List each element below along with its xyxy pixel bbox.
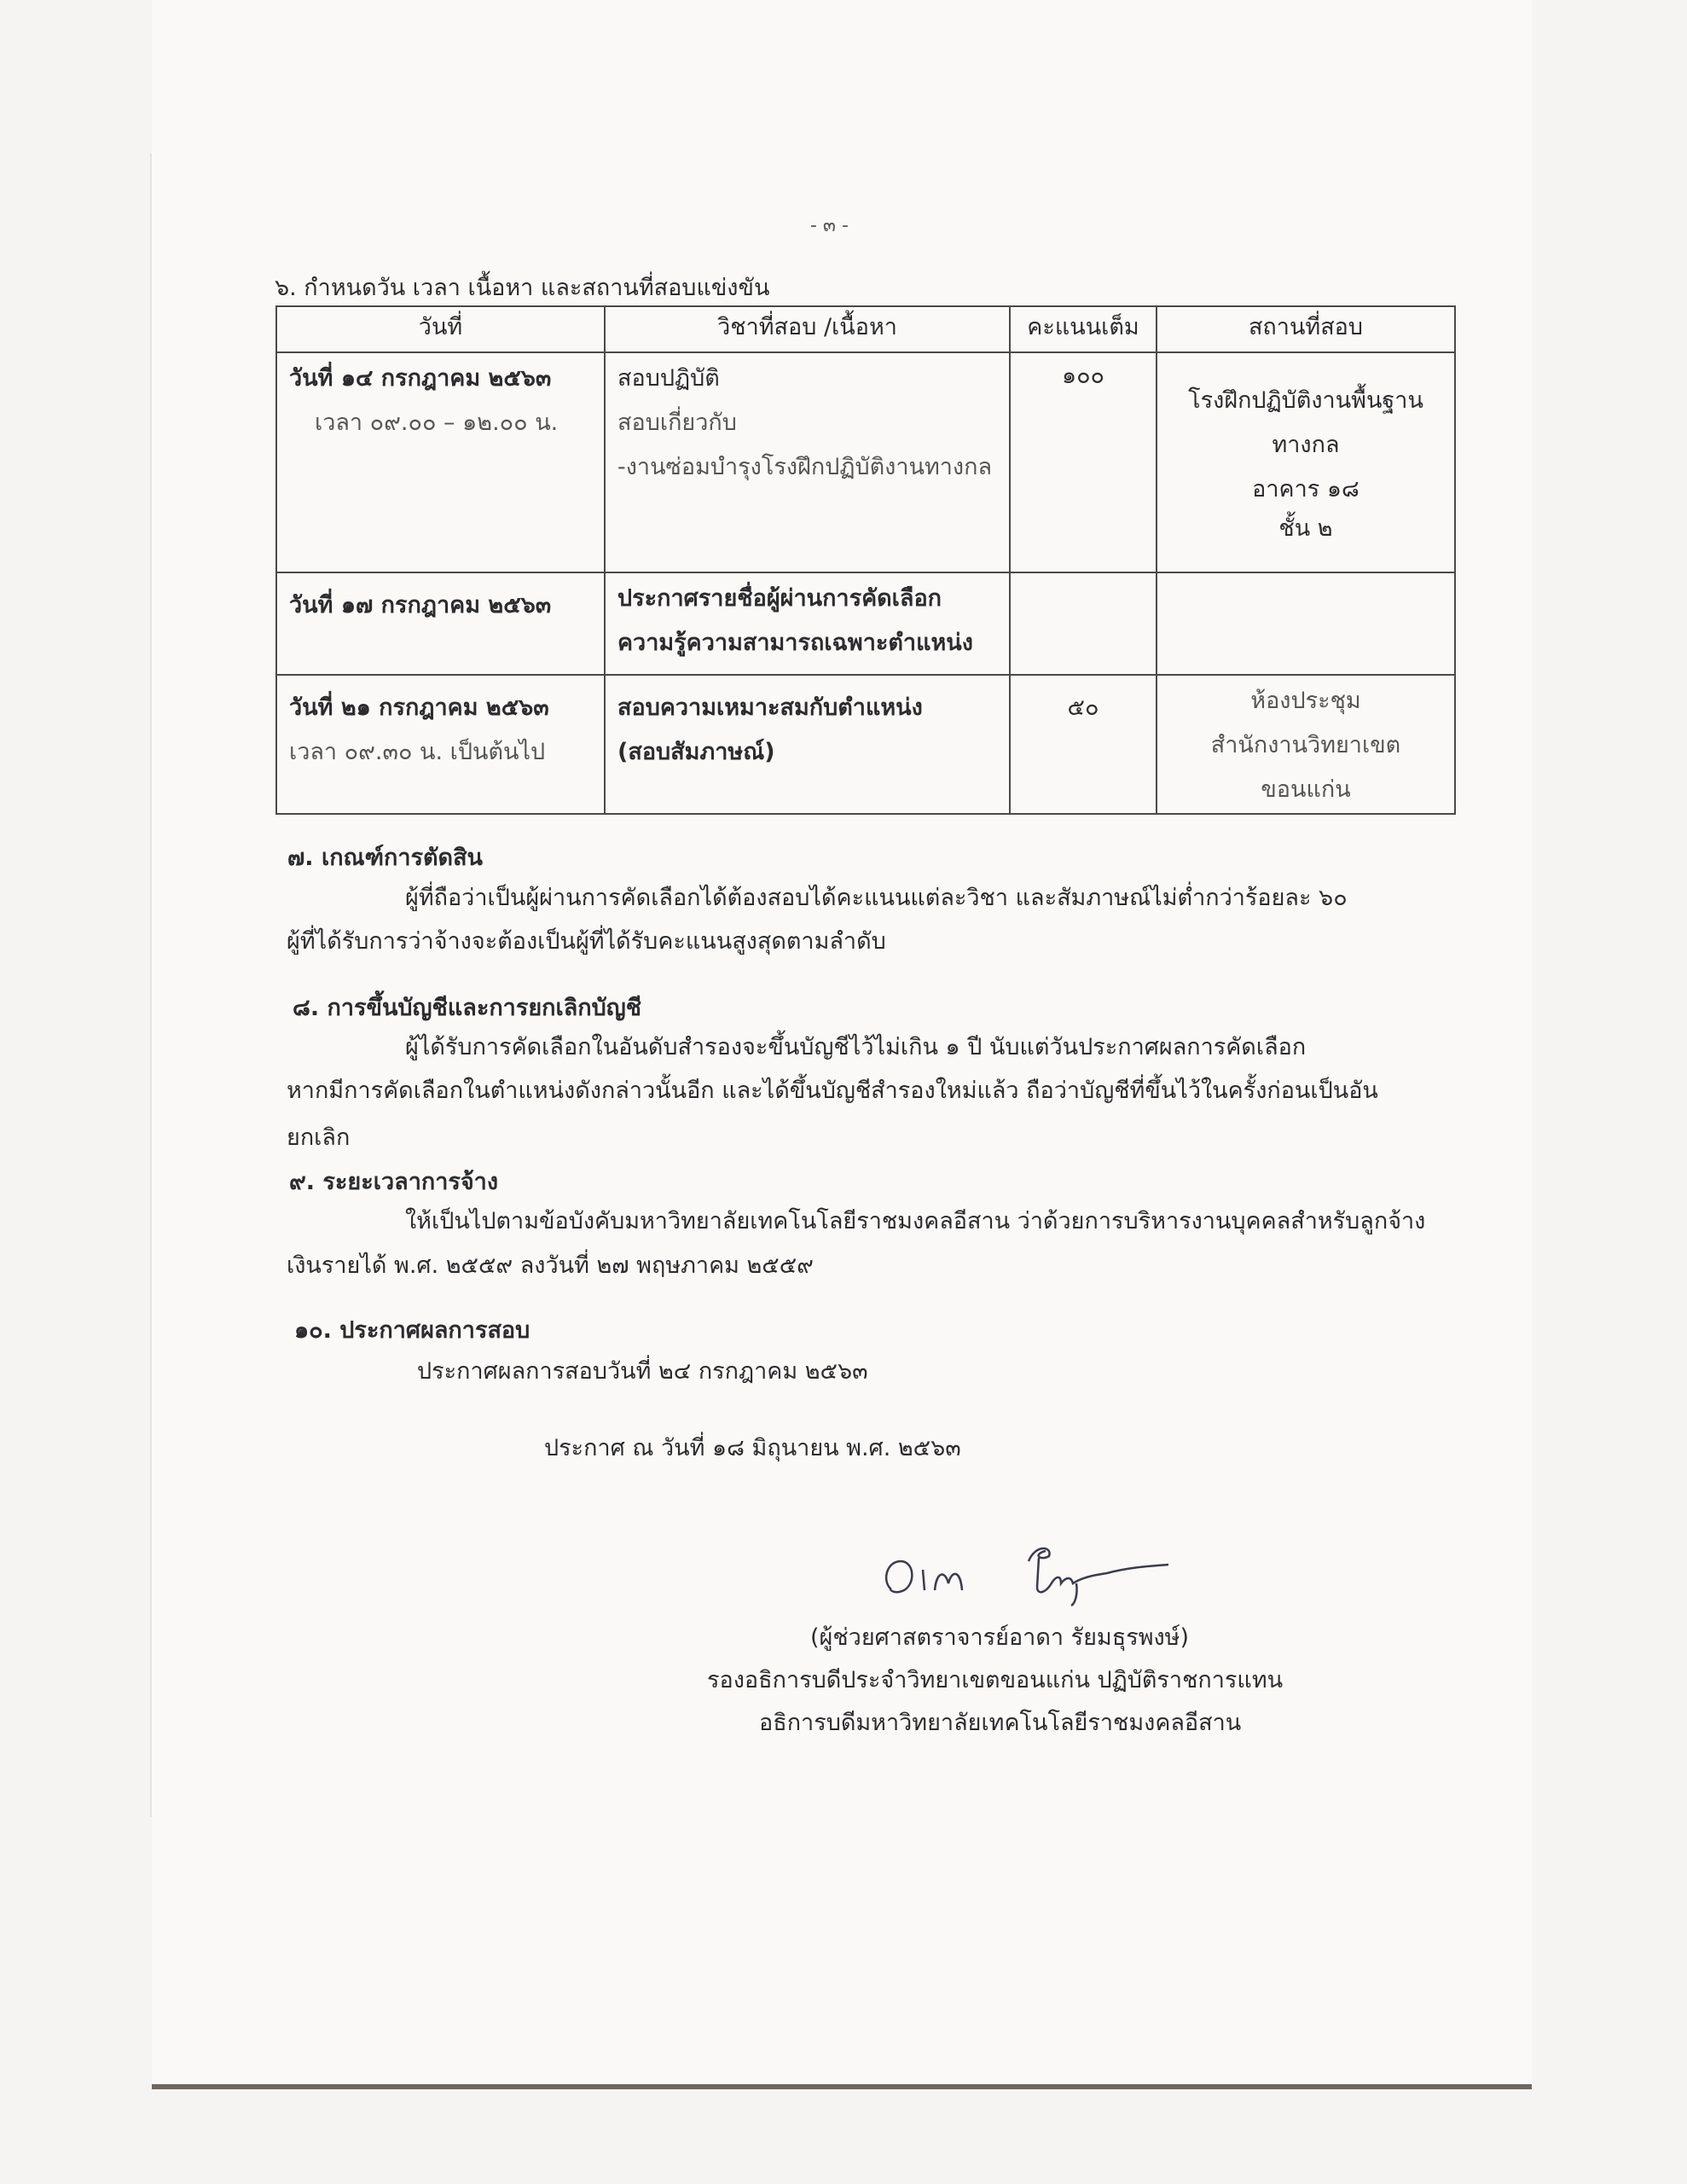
section-9-heading: ๙. ระยะเวลาการจ้าง [289, 1169, 499, 1195]
section-10-line: ประกาศผลการสอบวันที่ ๒๔ กรกฎาคม ๒๕๖๓ [417, 1358, 868, 1385]
place-cell [1157, 572, 1455, 675]
score-cell [1010, 572, 1157, 675]
section-10-heading: ๑๐. ประกาศผลการสอบ [294, 1317, 530, 1344]
date-cell [276, 675, 605, 814]
section-9-line: เงินรายได้ พ.ศ. ๒๕๕๙ ลงวันที่ ๒๗ พฤษภาคม ๒๕๕๙ [287, 1252, 814, 1279]
signatory-title: รองอธิการบดีประจำวิทยาเขตขอนแก่น ปฏิบัติราชการแทน [707, 1667, 1284, 1693]
signatory-title: อธิการบดีมหาวิทยาลัยเทคโนโลยีราชมงคลอีสาน [759, 1710, 1242, 1736]
score-cell [1010, 675, 1157, 814]
exam-date: วันที่ ๑๗ กรกฎาคม ๒๕๖๓ [289, 592, 552, 619]
column-header: คะแนนเต็ม [1010, 306, 1157, 352]
column-header: วิชาที่สอบ /เนื้อหา [605, 306, 1010, 352]
table-row [276, 352, 1455, 572]
column-header: สถานที่สอบ [1157, 306, 1455, 352]
section-8-line: ยกเลิก [287, 1124, 351, 1151]
date-cell [276, 352, 605, 572]
exam-date: วันที่ ๒๑ กรกฎาคม ๒๕๖๓ [289, 694, 549, 721]
place-line: สำนักงานวิทยาเขต [1210, 732, 1401, 758]
subject-cell [605, 352, 1010, 572]
subject-line: -งานซ่อมบำรุงโรงฝึกปฏิบัติงานทางกล [617, 454, 993, 480]
table-row [276, 675, 1455, 814]
section-9-line: ให้เป็นไปตามข้อบังคับมหาวิทยาลัยเทคโนโลยีราชมงคลอีสาน ว่าด้วยการบริหารงานบุคคลสำหรับลูกจ้าง [405, 1208, 1426, 1234]
place-cell [1157, 352, 1455, 572]
signatory-name: (ผู้ช่วยศาสตราจารย์อาดา รัยมธุรพงษ์) [810, 1624, 1190, 1651]
date-cell [276, 572, 605, 675]
section-7-line: ผู้ที่ได้รับการว่าจ้างจะต้องเป็นผู้ที่ได้รับคะแนนสูงสุดตามลำดับ [287, 928, 886, 955]
subject-line: (สอบสัมภาษณ์) [617, 739, 775, 765]
place-cell [1157, 675, 1455, 814]
section-7-line: ผู้ที่ถือว่าเป็นผู้ผ่านการคัดเลือกได้ต้องสอบได้คะแนนแต่ละวิชา และสัมภาษณ์ไม่ต่ำกว่าร้อยละ ๖๐ [405, 885, 1348, 911]
full-score: ๕๐ [1067, 694, 1099, 721]
section-8-heading: ๘. การขึ้นบัญชีและการยกเลิกบัญชี [293, 995, 642, 1021]
subject-cell [605, 675, 1010, 814]
announcement-date: ประกาศ ณ วันที่ ๑๘ มิถุนายน พ.ศ. ๒๕๖๓ [544, 1435, 961, 1461]
paper-bottom-edge [152, 2084, 1532, 2089]
place-line: ชั้น ๒ [1278, 515, 1333, 542]
paper-edge [150, 154, 152, 1817]
place-line: ทางกล [1272, 432, 1340, 458]
subject-line: ความรู้ความสามารถเฉพาะตำแหน่ง [617, 630, 973, 656]
exam-time: เวลา ๐๙.๓๐ น. เป็นต้นไป [289, 739, 546, 765]
section-8-line: ผู้ได้รับการคัดเลือกในอันดับสำรองจะขึ้นบัญชีไว้ไม่เกิน ๑ ปี นับแต่วันประกาศผลการคัดเลือก [405, 1034, 1307, 1060]
table-row [276, 572, 1455, 675]
section-8-line: หากมีการคัดเลือกในตำแหน่งดังกล่าวนั้นอีก และได้ขึ้นบัญชีสำรองใหม่แล้ว ถือว่าบัญชีที่ขึ้นไว้ในครั้งก่อนเป็นอัน [287, 1077, 1378, 1104]
section-7-heading: ๗. เกณฑ์การตัดสิน [287, 845, 484, 871]
subject-line: สอบเกี่ยวกับ [617, 410, 737, 436]
exam-time: เวลา ๐๙.๐๐ – ๑๒.๐๐ น. [315, 410, 559, 436]
place-line: อาคาร ๑๘ [1252, 476, 1359, 502]
full-score: ๑๐๐ [1061, 363, 1105, 389]
subject-cell [605, 572, 1010, 675]
place-line: โรงฝึกปฏิบัติงานพื้นฐาน [1188, 387, 1423, 414]
handwritten-signature-icon [878, 1527, 1186, 1621]
table-header-row [276, 306, 1455, 352]
section-6-heading: ๖. กำหนดวัน เวลา เนื้อหา และสถานที่สอบแข่งขัน [275, 275, 770, 301]
exam-date: วันที่ ๑๔ กรกฎาคม ๒๕๖๓ [289, 365, 552, 392]
exam-schedule-table [275, 305, 1456, 815]
score-cell [1010, 352, 1157, 572]
subject-line: ประกาศรายชื่อผู้ผ่านการคัดเลือก [617, 585, 942, 612]
subject-line: สอบความเหมาะสมกับตำแหน่ง [617, 694, 923, 721]
page-number: - ๓ - [810, 215, 849, 236]
subject-line: สอบปฏิบัติ [617, 365, 720, 392]
column-header: วันที่ [276, 306, 605, 352]
place-line: ห้องประชุม [1250, 688, 1361, 714]
place-line: ขอนแก่น [1261, 776, 1351, 803]
